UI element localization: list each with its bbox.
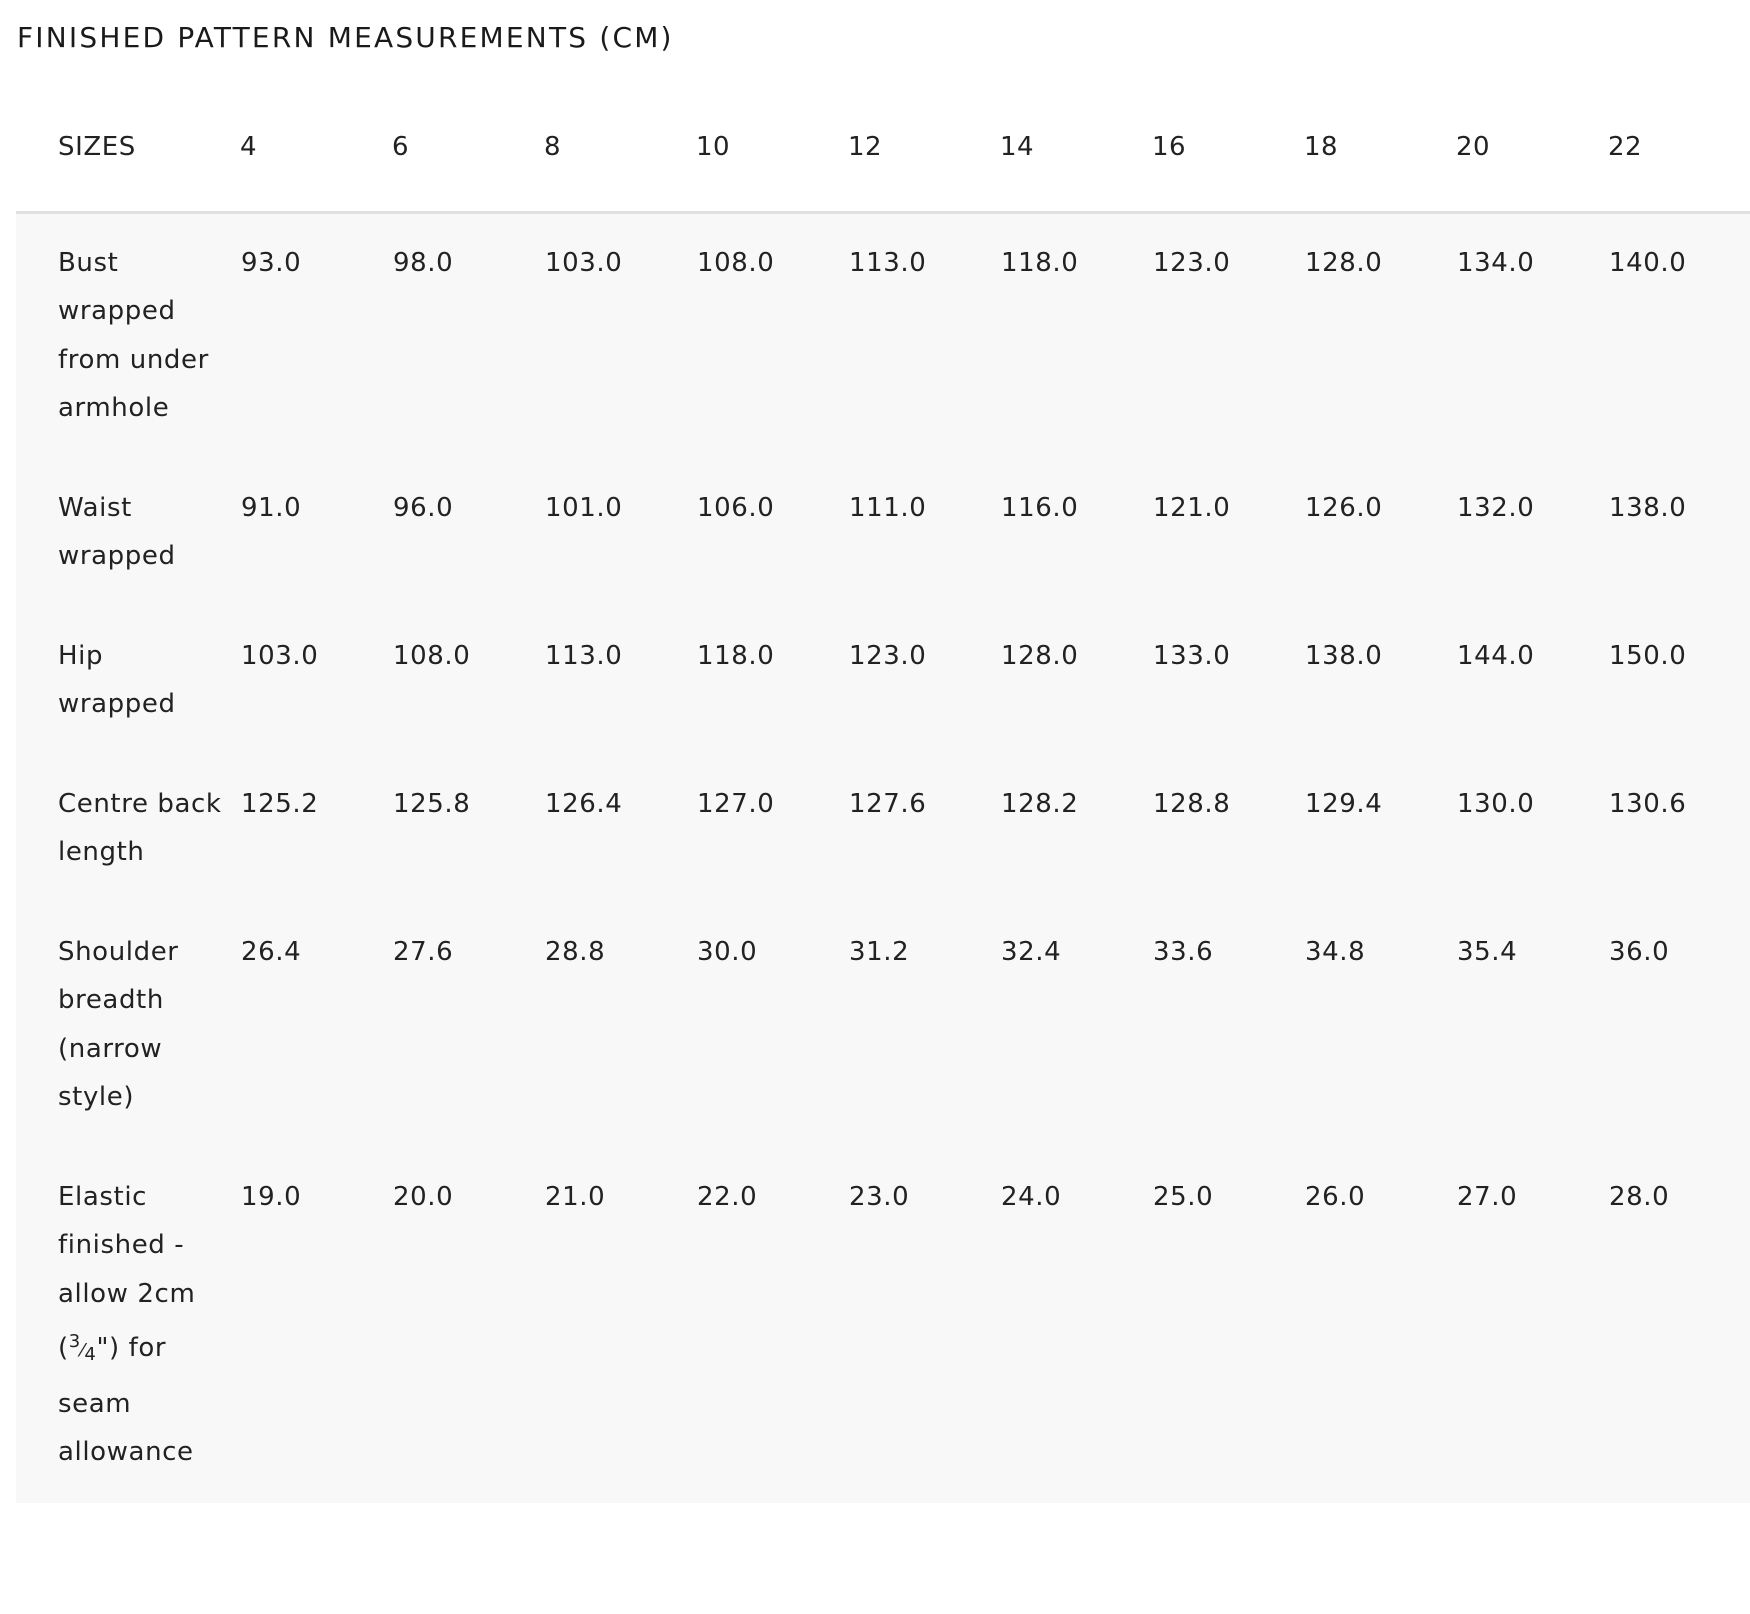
value-cell: 113.0 [849,247,927,278]
size-header-cell: 18 [1304,132,1338,162]
value-cell: 106.0 [697,492,775,523]
value-cell: 25.0 [1153,1181,1214,1212]
value-cell: 21.0 [545,1181,606,1212]
value-cell: 130.0 [1457,788,1535,819]
value-cell: 129.4 [1305,788,1383,819]
measurements-table [16,84,1750,1503]
table-row-bust [16,212,1750,459]
value-cell: 26.0 [1305,1181,1366,1212]
size-header-cell: 14 [1000,132,1034,162]
value-cell: 133.0 [1153,640,1231,671]
size-header-cell: 12 [848,132,882,162]
value-cell: 27.6 [393,936,454,967]
value-cell: 134.0 [1457,247,1535,278]
value-cell: 128.0 [1001,640,1079,671]
value-cell: 123.0 [849,640,927,671]
value-cell: 130.6 [1609,788,1687,819]
value-cell: 125.8 [393,788,471,819]
value-cell: 144.0 [1457,640,1535,671]
value-cell: 27.0 [1457,1181,1518,1212]
row-label: Waist wrapped [58,492,176,571]
table-row-elastic [16,1148,1750,1503]
size-header-cell: 22 [1608,132,1642,162]
value-cell: 103.0 [545,247,623,278]
table-row-hip [16,607,1750,755]
value-cell: 96.0 [393,492,454,523]
fraction-slash: ⁄ [80,1340,85,1361]
value-cell: 20.0 [393,1181,454,1212]
value-cell: 35.4 [1457,936,1518,967]
value-cell: 19.0 [241,1181,302,1212]
table-row-waist [16,459,1750,607]
value-cell: 138.0 [1305,640,1383,671]
value-cell: 125.2 [241,788,319,819]
row-label-text: Elastic finished - allow 2cm ( [58,1181,196,1363]
value-cell: 113.0 [545,640,623,671]
row-label: Hip wrapped [58,640,176,719]
value-cell: 93.0 [241,247,302,278]
value-cell: 128.2 [1001,788,1079,819]
fraction-denominator: 4 [84,1344,97,1365]
row-label: Bust wrapped from under armhole [58,247,209,423]
size-header-cell: 8 [544,132,561,162]
value-cell: 24.0 [1001,1181,1062,1212]
size-header-cell: 4 [240,132,257,162]
value-cell: 22.0 [697,1181,758,1212]
sizes-header: SIZES [58,132,136,162]
table-header-row [16,84,1750,212]
row-label: Centre back length [58,788,222,867]
value-cell: 108.0 [393,640,471,671]
value-cell: 118.0 [1001,247,1079,278]
value-cell: 28.0 [1609,1181,1670,1212]
value-cell: 138.0 [1609,492,1687,523]
value-cell: 150.0 [1609,640,1687,671]
three-quarter-fraction [68,1331,97,1365]
fraction-numerator: 3 [68,1331,81,1352]
value-cell: 33.6 [1153,936,1214,967]
value-cell: 116.0 [1001,492,1079,523]
table-row-shoulder-breadth [16,903,1750,1148]
value-cell: 123.0 [1153,247,1231,278]
value-cell: 31.2 [849,936,910,967]
page-title: FINISHED PATTERN MEASUREMENTS (CM) [17,21,674,54]
value-cell: 103.0 [241,640,319,671]
size-header-cell: 16 [1152,132,1186,162]
size-header-cell: 20 [1456,132,1490,162]
value-cell: 127.6 [849,788,927,819]
value-cell: 126.0 [1305,492,1383,523]
row-label: Shoulder breadth (narrow style) [58,936,179,1112]
value-cell: 132.0 [1457,492,1535,523]
value-cell: 140.0 [1609,247,1687,278]
value-cell: 126.4 [545,788,623,819]
value-cell: 127.0 [697,788,775,819]
value-cell: 28.8 [545,936,606,967]
row-label-text: ") for seam allowance [58,1333,194,1467]
value-cell: 128.8 [1153,788,1231,819]
value-cell: 121.0 [1153,492,1231,523]
value-cell: 32.4 [1001,936,1062,967]
value-cell: 101.0 [545,492,623,523]
value-cell: 34.8 [1305,936,1366,967]
value-cell: 108.0 [697,247,775,278]
value-cell: 111.0 [849,492,927,523]
table-row-centre-back-length [16,755,1750,903]
row-label [16,1148,235,1503]
value-cell: 118.0 [697,640,775,671]
value-cell: 98.0 [393,247,454,278]
value-cell: 26.4 [241,936,302,967]
value-cell: 128.0 [1305,247,1383,278]
value-cell: 23.0 [849,1181,910,1212]
value-cell: 91.0 [241,492,302,523]
value-cell: 36.0 [1609,936,1670,967]
value-cell: 30.0 [697,936,758,967]
size-header-cell: 10 [696,132,730,162]
size-header-cell: 6 [392,132,409,162]
